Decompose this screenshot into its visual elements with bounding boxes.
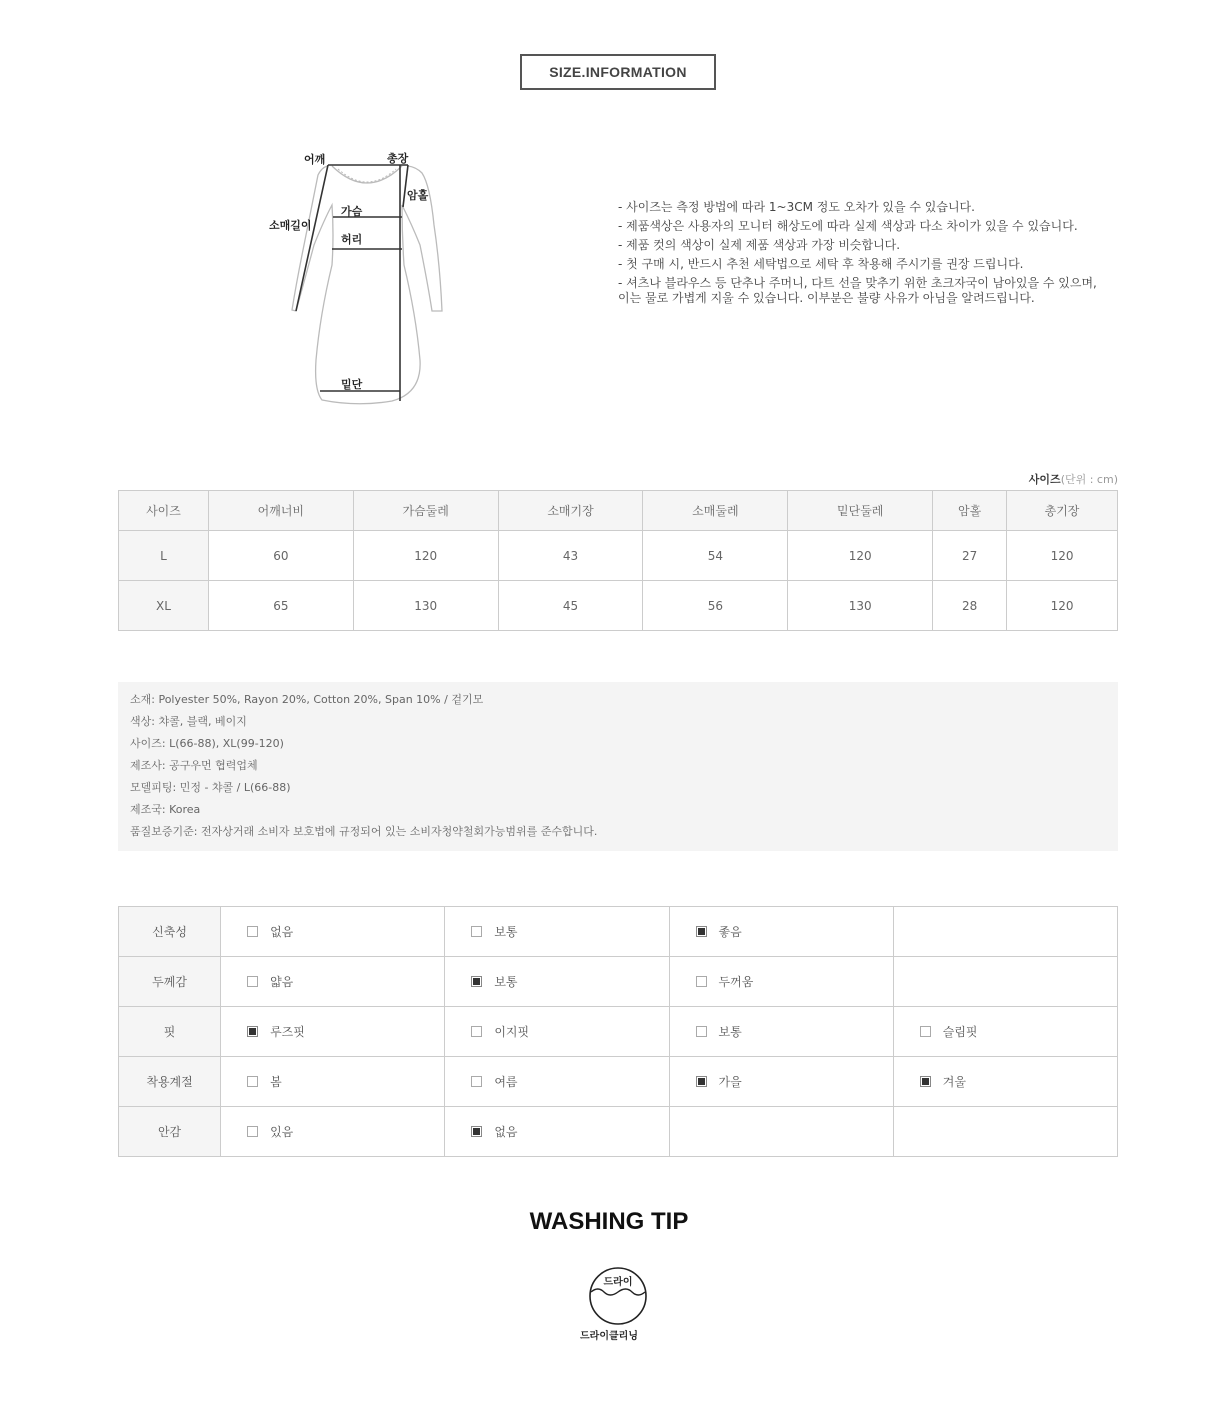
table-cell: 65: [208, 581, 353, 631]
column-header: 소매기장: [498, 491, 643, 531]
note-item: - 셔츠나 블라우스 등 단추나 주머니, 다트 선을 맞추기 위한 초크자국이 남아있을 수 있으며, 이는 물로 가볍게 지울 수 있습니다. 이부분은 불량 사유가 아님을 알려드립니다.: [618, 276, 1097, 305]
feel-option-cell: [669, 957, 893, 1007]
note-item: - 제품색상은 사용자의 모니터 해상도에 따라 실제 색상과 다소 차이가 있을 수 있습니다.: [618, 219, 1078, 233]
table-cell: 60: [208, 531, 353, 581]
table-cell: 45: [498, 581, 643, 631]
feel-option-cell: [669, 1007, 893, 1057]
table-cell: 130: [353, 581, 498, 631]
feel-option-cell: [893, 1057, 1117, 1107]
shoulder-label: 어깨: [304, 153, 326, 166]
unit-label: 사이즈: [1028, 473, 1061, 486]
feel-row-header: 신축성: [119, 907, 221, 957]
feel-option-cell: [669, 1107, 893, 1157]
feel-row: [119, 1107, 1118, 1157]
checked-box-icon[interactable]: [247, 1026, 258, 1037]
feel-row: [119, 907, 1118, 957]
table-cell: 56: [643, 581, 788, 631]
table-cell: 130: [788, 581, 933, 631]
chest-label: 가슴: [341, 205, 363, 218]
washing-label: 드라이클리닝: [580, 1331, 638, 1342]
checked-box-icon[interactable]: [471, 1126, 482, 1137]
waist-label: 허리: [341, 233, 363, 246]
dry-clean-icon-text: 드라이: [603, 1277, 633, 1288]
feel-option-cell: [221, 1107, 445, 1157]
feel-option-label: 보통: [494, 925, 518, 939]
column-header: 밑단둘레: [788, 491, 933, 531]
unchecked-box-icon[interactable]: [247, 926, 258, 937]
feel-option-label: 보통: [718, 1025, 742, 1039]
feel-row-header: 착용계절: [119, 1057, 221, 1107]
table-row: [119, 581, 1118, 631]
unchecked-box-icon[interactable]: [696, 1026, 707, 1037]
feel-option-label: 두꺼움: [718, 975, 754, 989]
feel-option-label: 이지핏: [494, 1025, 530, 1039]
info-line: 색상: 챠콜, 블랙, 베이지: [130, 715, 247, 728]
table-cell: 120: [1007, 531, 1118, 581]
info-line: 사이즈: L(66-88), XL(99-120): [130, 737, 284, 750]
feel-option-cell: [445, 1107, 669, 1157]
fabric-feel-table: [118, 906, 1118, 1157]
unchecked-box-icon[interactable]: [247, 976, 258, 987]
feel-option-label: 보통: [494, 975, 518, 989]
feel-option-cell: [221, 1007, 445, 1057]
feel-option-label: 있음: [270, 1125, 294, 1139]
product-info-box: [118, 682, 1118, 851]
info-line: 품질보증기준: 전자상거래 소비자 보호법에 규정되어 있는 소비자청약철회가능범위를 준수합니다.: [130, 825, 598, 838]
note-item: - 사이즈는 측정 방법에 따라 1~3CM 정도 오차가 있을 수 있습니다.: [618, 200, 975, 214]
feel-option-label: 가을: [718, 1075, 742, 1089]
unchecked-box-icon[interactable]: [471, 926, 482, 937]
feel-row: [119, 1057, 1118, 1107]
feel-option-label: 슬림핏: [942, 1025, 978, 1039]
unchecked-box-icon[interactable]: [247, 1126, 258, 1137]
feel-option-cell: [445, 1007, 669, 1057]
size-cell: L: [119, 531, 209, 581]
feel-option-label: 없음: [494, 1125, 518, 1139]
info-line: 제조국: Korea: [130, 803, 201, 816]
feel-row: [119, 957, 1118, 1007]
size-notes: [618, 200, 1108, 310]
info-line: 소재: Polyester 50%, Rayon 20%, Cotton 20%, Span 10% / 겉기모: [130, 693, 484, 706]
size-information-title: SIZE.INFORMATION: [520, 54, 716, 90]
feel-option-cell: [221, 957, 445, 1007]
dress-outline-icon: [262, 145, 462, 415]
feel-row: [119, 1007, 1118, 1057]
unchecked-box-icon[interactable]: [471, 1076, 482, 1087]
size-cell: XL: [119, 581, 209, 631]
feel-option-cell: [669, 1057, 893, 1107]
unit-note: (단위 : cm): [1060, 473, 1118, 486]
checked-box-icon[interactable]: [471, 976, 482, 987]
feel-option-cell: [893, 1007, 1117, 1057]
feel-option-cell: [893, 957, 1117, 1007]
feel-option-cell: [893, 907, 1117, 957]
checked-box-icon[interactable]: [696, 926, 707, 937]
dry-clean-icon: [588, 1266, 648, 1326]
feel-option-cell: [669, 907, 893, 957]
unchecked-box-icon[interactable]: [247, 1076, 258, 1087]
feel-option-cell: [445, 957, 669, 1007]
checked-box-icon[interactable]: [920, 1076, 931, 1087]
note-item: - 첫 구매 시, 반드시 추천 세탁법으로 세탁 후 착용해 주시기를 권장 드립니다.: [618, 257, 1024, 271]
info-line: 제조사: 공구우먼 협력업체: [130, 759, 258, 772]
dress-measurement-diagram: [262, 145, 462, 415]
feel-row-header: 두께감: [119, 957, 221, 1007]
unchecked-box-icon[interactable]: [696, 976, 707, 987]
feel-option-cell: [221, 907, 445, 957]
table-cell: 54: [643, 531, 788, 581]
feel-option-label: 봄: [270, 1075, 282, 1089]
table-cell: 120: [353, 531, 498, 581]
length-label: 총장: [387, 152, 409, 165]
info-line: 모델피팅: 민정 - 챠콜 / L(66-88): [130, 781, 291, 794]
size-table: [118, 490, 1118, 631]
feel-option-label: 루즈핏: [270, 1025, 305, 1039]
feel-option-cell: [221, 1057, 445, 1107]
feel-option-cell: [893, 1107, 1117, 1157]
table-cell: 28: [933, 581, 1007, 631]
feel-option-label: 겨울: [942, 1075, 966, 1089]
feel-row-header: 안감: [119, 1107, 221, 1157]
feel-option-label: 여름: [494, 1075, 518, 1089]
column-header: 가슴둘레: [353, 491, 498, 531]
feel-row-header: 핏: [119, 1007, 221, 1057]
column-header: 사이즈: [119, 491, 209, 531]
hem-label: 밑단: [341, 378, 363, 391]
sleeve-label: 소매길이: [269, 219, 312, 232]
checked-box-icon[interactable]: [696, 1076, 707, 1087]
table-cell: 120: [1007, 581, 1118, 631]
column-header: 어깨너비: [208, 491, 353, 531]
armhole-label: 암홀: [407, 189, 429, 202]
table-cell: 27: [933, 531, 1007, 581]
table-cell: 43: [498, 531, 643, 581]
washing-tip-title: WASHING TIP: [529, 1208, 689, 1235]
table-row: [119, 531, 1118, 581]
feel-option-cell: [445, 1057, 669, 1107]
feel-option-label: 얇음: [270, 975, 294, 989]
feel-option-label: 좋음: [718, 925, 742, 939]
table-header-row: [119, 491, 1118, 531]
table-cell: 120: [788, 531, 933, 581]
unchecked-box-icon[interactable]: [920, 1026, 931, 1037]
feel-option-cell: [445, 907, 669, 957]
note-item: - 제품 컷의 색상이 실제 제품 색상과 가장 비슷합니다.: [618, 238, 901, 252]
unchecked-box-icon[interactable]: [471, 1026, 482, 1037]
column-header: 암홀: [933, 491, 1007, 531]
unit-line: [1029, 471, 1118, 487]
column-header: 총기장: [1007, 491, 1118, 531]
column-header: 소매둘레: [643, 491, 788, 531]
feel-option-label: 없음: [270, 925, 294, 939]
